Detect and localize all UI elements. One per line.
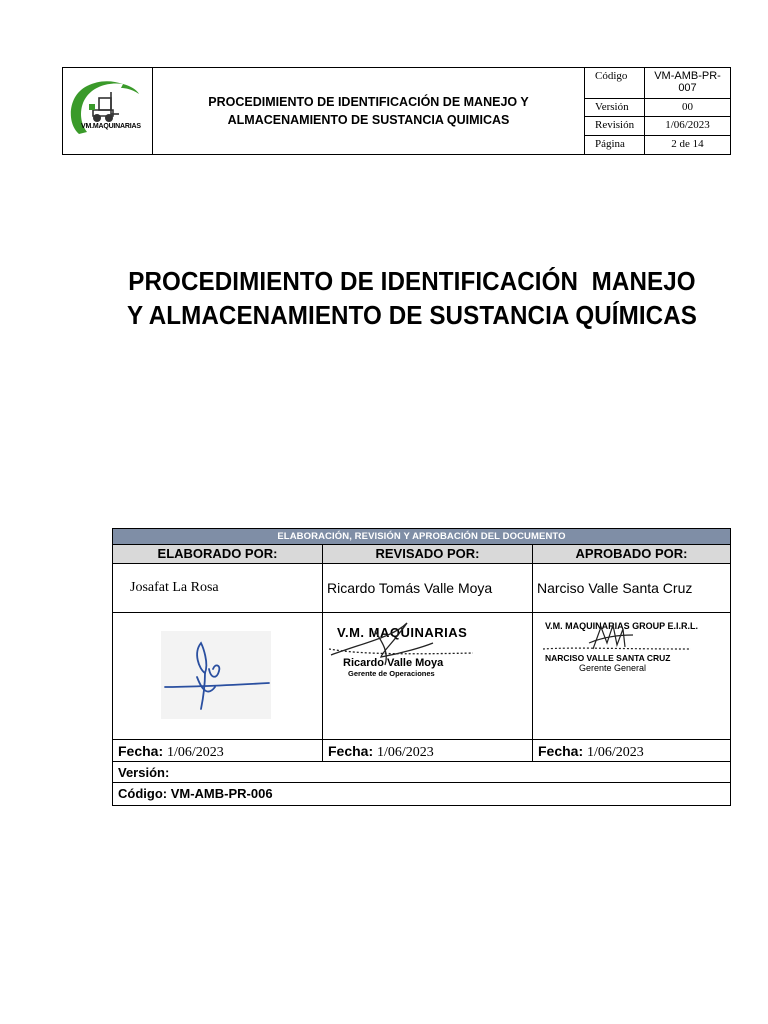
meta-value: 2 de 14 xyxy=(671,138,704,151)
fecha-elaborado xyxy=(113,740,323,761)
meta-value: 00 xyxy=(682,100,693,113)
fecha-value: 1/06/2023 xyxy=(167,745,224,760)
codigo-row: Código: VM-AMB-PR-006 xyxy=(118,786,273,801)
meta-label: Revisión xyxy=(585,117,645,135)
fecha-label: Fecha: xyxy=(118,743,164,759)
logo-text: VM.MAQUINARIAS xyxy=(81,123,141,130)
document-meta xyxy=(585,68,730,154)
fecha-value: 1/06/2023 xyxy=(377,745,434,760)
signature-aprobado xyxy=(533,613,730,739)
version-row: Versión: xyxy=(113,762,730,783)
header-title xyxy=(153,68,585,154)
meta-row-revision xyxy=(585,117,730,136)
name-revisado: Ricardo Tomás Valle Moya xyxy=(323,564,533,612)
stamp-company: V.M. MAQUINARIAS GROUP E.I.R.L. xyxy=(545,621,699,631)
name-elaborado: Josafat La Rosa xyxy=(113,564,323,612)
document-header xyxy=(62,67,731,155)
signature-scribble-icon xyxy=(533,613,731,740)
header-title-line2: ALMACENAMIENTO DE SUSTANCIA QUIMICAS xyxy=(227,113,510,127)
fecha-label: Fecha: xyxy=(328,743,374,759)
stamp-role: Gerente General xyxy=(579,663,647,673)
signature-elaborado xyxy=(113,613,323,739)
header-revisado: REVISADO POR: xyxy=(323,545,533,563)
meta-row-codigo xyxy=(585,68,730,99)
meta-label: Código xyxy=(585,68,645,98)
fecha-aprobado xyxy=(533,740,730,761)
main-title xyxy=(87,264,738,332)
fecha-revisado xyxy=(323,740,533,761)
approval-names-row xyxy=(113,564,730,613)
header-elaborado: ELABORADO POR: xyxy=(113,545,323,563)
signature-revisado xyxy=(323,613,533,739)
approval-banner: ELABORACIÓN, REVISIÓN Y APROBACIÓN DEL DOCUMENTO xyxy=(113,529,730,545)
main-title-line1: PROCEDIMIENTO DE IDENTIFICACIÓN MANEJO xyxy=(128,266,696,296)
header-aprobado: APROBADO POR: xyxy=(575,546,688,561)
approval-table xyxy=(112,528,731,806)
main-title-line2: Y ALMACENAMIENTO DE SUSTANCIA QUÍMICAS xyxy=(126,300,698,330)
header-title-line1: PROCEDIMIENTO DE IDENTIFICACIÓN DE MANEJO Y xyxy=(208,95,529,109)
stamp-name: NARCISO VALLE SANTA CRUZ xyxy=(545,653,671,663)
approval-fecha-row xyxy=(113,740,730,762)
meta-value: 1/06/2023 xyxy=(665,119,710,132)
meta-row-pagina xyxy=(585,136,730,154)
approval-signatures-row xyxy=(113,613,730,740)
meta-row-version xyxy=(585,99,730,118)
stamp-name: Ricardo Valle Moya xyxy=(343,657,444,669)
meta-value: VM-AMB-PR-007 xyxy=(654,70,721,94)
fecha-value: 1/06/2023 xyxy=(587,745,644,760)
stamp-company: V.M. MAQUINARIAS xyxy=(337,625,468,640)
logo-cell xyxy=(63,68,153,154)
meta-label: Página xyxy=(585,136,645,154)
handwritten-signature-icon xyxy=(113,613,323,740)
stamp-role: Gerente de Operaciones xyxy=(348,669,435,678)
fecha-label: Fecha: xyxy=(538,743,584,759)
name-aprobado: Narciso Valle Santa Cruz xyxy=(537,580,693,596)
approval-header-row xyxy=(113,545,730,564)
meta-label: Versión xyxy=(585,99,645,117)
company-logo-icon xyxy=(65,76,151,146)
